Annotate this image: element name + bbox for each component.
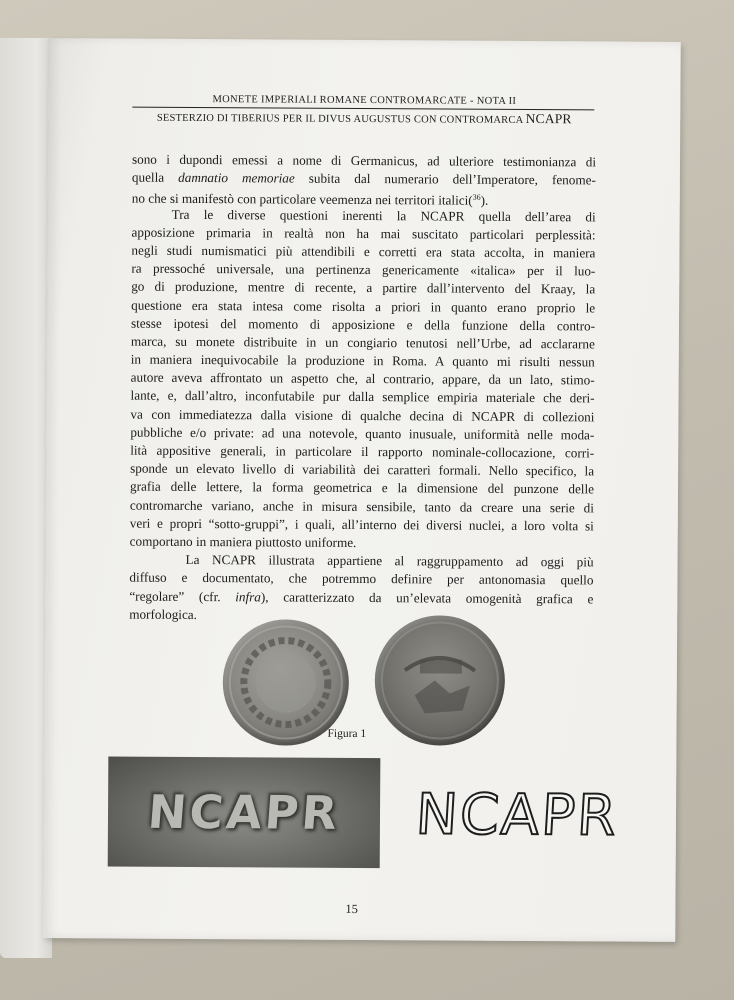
text-line: autore aveva affrontato un aspetto che, al contrario, appare, da un lato, stimo-	[130, 369, 595, 388]
text-line: morfologica.	[129, 606, 198, 622]
running-head-title: MONETE IMPERIALI ROMANE CONTROMARCATE - NOTA II	[212, 94, 517, 107]
text-line: marca, su monete distribuite in un congiario tenutosi nell’Urbe, ad acclararne	[130, 333, 595, 352]
figure-caption: Figura 1	[327, 727, 367, 741]
text-run: quella	[131, 169, 179, 186]
text-line: contromarche variano, anche in misura sensibile, tanto da creare una serie di	[129, 497, 594, 515]
text-line: lante, e, dall’altro, inconfutabile pur dalla semplice empiria materiale che deri-	[130, 388, 595, 406]
italic-run: damnatio memoriae	[178, 170, 295, 186]
text-line: comportano in maniera piuttosto uniforme.	[129, 533, 357, 550]
coin-reverse-photo	[374, 615, 505, 746]
text-line: grafia delle lettere, la forma geometrica e la dimensione del punzone delle	[129, 478, 595, 497]
coin-reverse-relief	[374, 615, 505, 746]
text-line: ra pressoché universale, una pertinenza genericamente «italica» per il luo-	[131, 260, 596, 279]
text-line	[129, 587, 593, 608]
text-line: diffuso e documentato, che potremmo definire per antonomasia quello	[129, 569, 594, 588]
text-line: sono i dupondi emessi a nome di Germanicus, ad ulteriore testimonianza di	[131, 151, 597, 170]
text-line: veri e propri “sotto-gruppi”, i quali, all’interno dei diversi nuclei, a loro volta si	[129, 515, 594, 534]
text-line	[132, 187, 596, 208]
italic-run: infra	[235, 588, 261, 604]
book-page	[43, 38, 680, 942]
body-text	[129, 151, 596, 627]
footnote-ref: 36	[472, 193, 481, 203]
countermark-drawing: NCAPR	[414, 782, 620, 849]
text-line: Tra le diverse questioni inerenti la NCAPR quella dell’area di	[171, 206, 596, 224]
text-run: ), caratterizzato da un’elevata omogenità grafica e	[260, 588, 594, 606]
text-run: “regolare” (cfr.	[129, 588, 236, 604]
text-line: apposizione primaria in realtà non ha mai suscitato particolari perplessità:	[131, 224, 596, 243]
countermark-closeup-photo	[108, 756, 381, 868]
text-run: subita dal numerario dell’Imperatore, fenome-	[294, 170, 596, 188]
text-line: stesse ipotesi del momento di apposizione e della funzione della contro-	[130, 315, 596, 334]
countermark-closeup-mark: NCAPR	[145, 784, 343, 840]
page-number: 15	[345, 901, 358, 916]
text-run: ).	[480, 193, 489, 209]
text-line: questione era stata intesa come risolta a priori in quanto erano proprio le	[131, 297, 596, 315]
text-line: lità appositive generali, in particolare il rapporto nominale-collocazione, corri-	[130, 442, 595, 461]
text-line: negli studi numismatici più attendibili e corretti era stata accolta, in maniera	[131, 242, 596, 261]
running-head-mark: NCAPR	[525, 110, 572, 127]
text-line: in maniera inequivocabile la produzione in Roma. A quanto mi risulti nessun	[130, 351, 595, 370]
text-line: go di produzione, mentre di recente, a partire dall’intervento del Kraay, la	[131, 278, 596, 297]
text-line: sponde un elevato livello di variabilità dei caratteri formali. Nello specifico, la	[130, 460, 595, 479]
text-line: pubbliche e/o private: ad una notevole, quanto inusuale, uniformità nelle moda-	[130, 424, 595, 443]
text-line: va con immediatezza dalla visione di qualche decina di NCAPR di collezioni	[130, 406, 595, 425]
running-head-subtitle	[134, 109, 594, 128]
running-head-subtitle-text: SESTERZIO DI TIBERIUS PER IL DIVUS AUGUSTUS CON CONTROMARCA	[156, 112, 523, 126]
text-run: no che si manifestò con particolare veemenza nei territori italici(	[131, 190, 473, 209]
text-line: La NCAPR illustrata appartiene al raggruppamento ad oggi più	[185, 552, 594, 570]
